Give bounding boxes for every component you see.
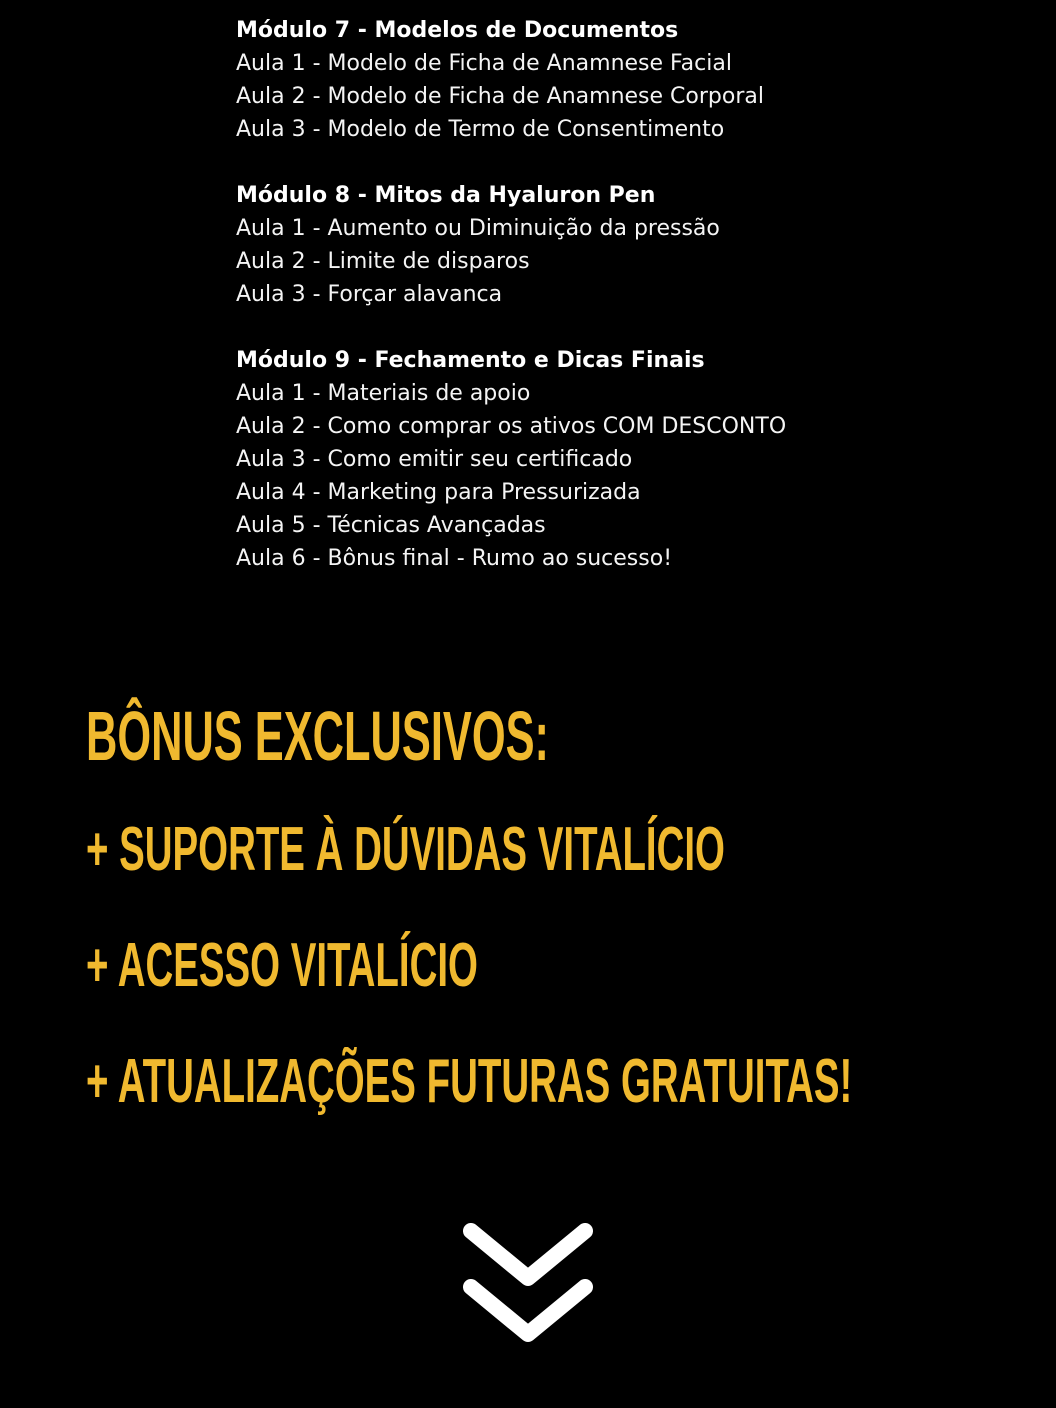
module-title: Módulo 7 - Modelos de Documentos	[236, 18, 679, 43]
module-9	[236, 344, 956, 575]
bonus-section	[86, 696, 1006, 1162]
bonus-heading: BÔNUS EXCLUSIVOS:	[86, 697, 549, 775]
lesson-item: Aula 6 - Bônus final - Rumo ao sucesso!	[236, 546, 673, 571]
module-title: Módulo 8 - Mitos da Hyaluron Pen	[236, 183, 656, 208]
lesson-item: Aula 5 - Técnicas Avançadas	[236, 513, 546, 538]
lesson-item: Aula 3 - Como emitir seu certificado	[236, 447, 633, 472]
lesson-item: Aula 2 - Como comprar os ativos COM DESCONTO	[236, 414, 787, 439]
module-title: Módulo 9 - Fechamento e Dicas Finais	[236, 348, 705, 373]
bonus-item-access: + ACESSO VITALÍCIO	[86, 931, 478, 1000]
bonus-item-updates: + ATUALIZAÇÕES FUTURAS GRATUITAS!	[86, 1047, 853, 1116]
lesson-item: Aula 2 - Modelo de Ficha de Anamnese Corporal	[236, 84, 764, 109]
lesson-item: Aula 2 - Limite de disparos	[236, 249, 530, 274]
lesson-item: Aula 3 - Forçar alavanca	[236, 282, 503, 307]
lesson-item: Aula 1 - Materiais de apoio	[236, 381, 531, 406]
module-7	[236, 14, 956, 146]
lesson-item: Aula 1 - Aumento ou Diminuição da pressão	[236, 216, 720, 241]
lesson-item: Aula 1 - Modelo de Ficha de Anamnese Facial	[236, 51, 732, 76]
lesson-item: Aula 3 - Modelo de Termo de Consentimento	[236, 117, 725, 142]
bonus-item-support: + SUPORTE À DÚVIDAS VITALÍCIO	[86, 815, 725, 884]
module-8	[236, 179, 956, 311]
double-chevron-down-icon[interactable]	[458, 1216, 598, 1356]
module-list	[236, 14, 956, 608]
lesson-item: Aula 4 - Marketing para Pressurizada	[236, 480, 641, 505]
